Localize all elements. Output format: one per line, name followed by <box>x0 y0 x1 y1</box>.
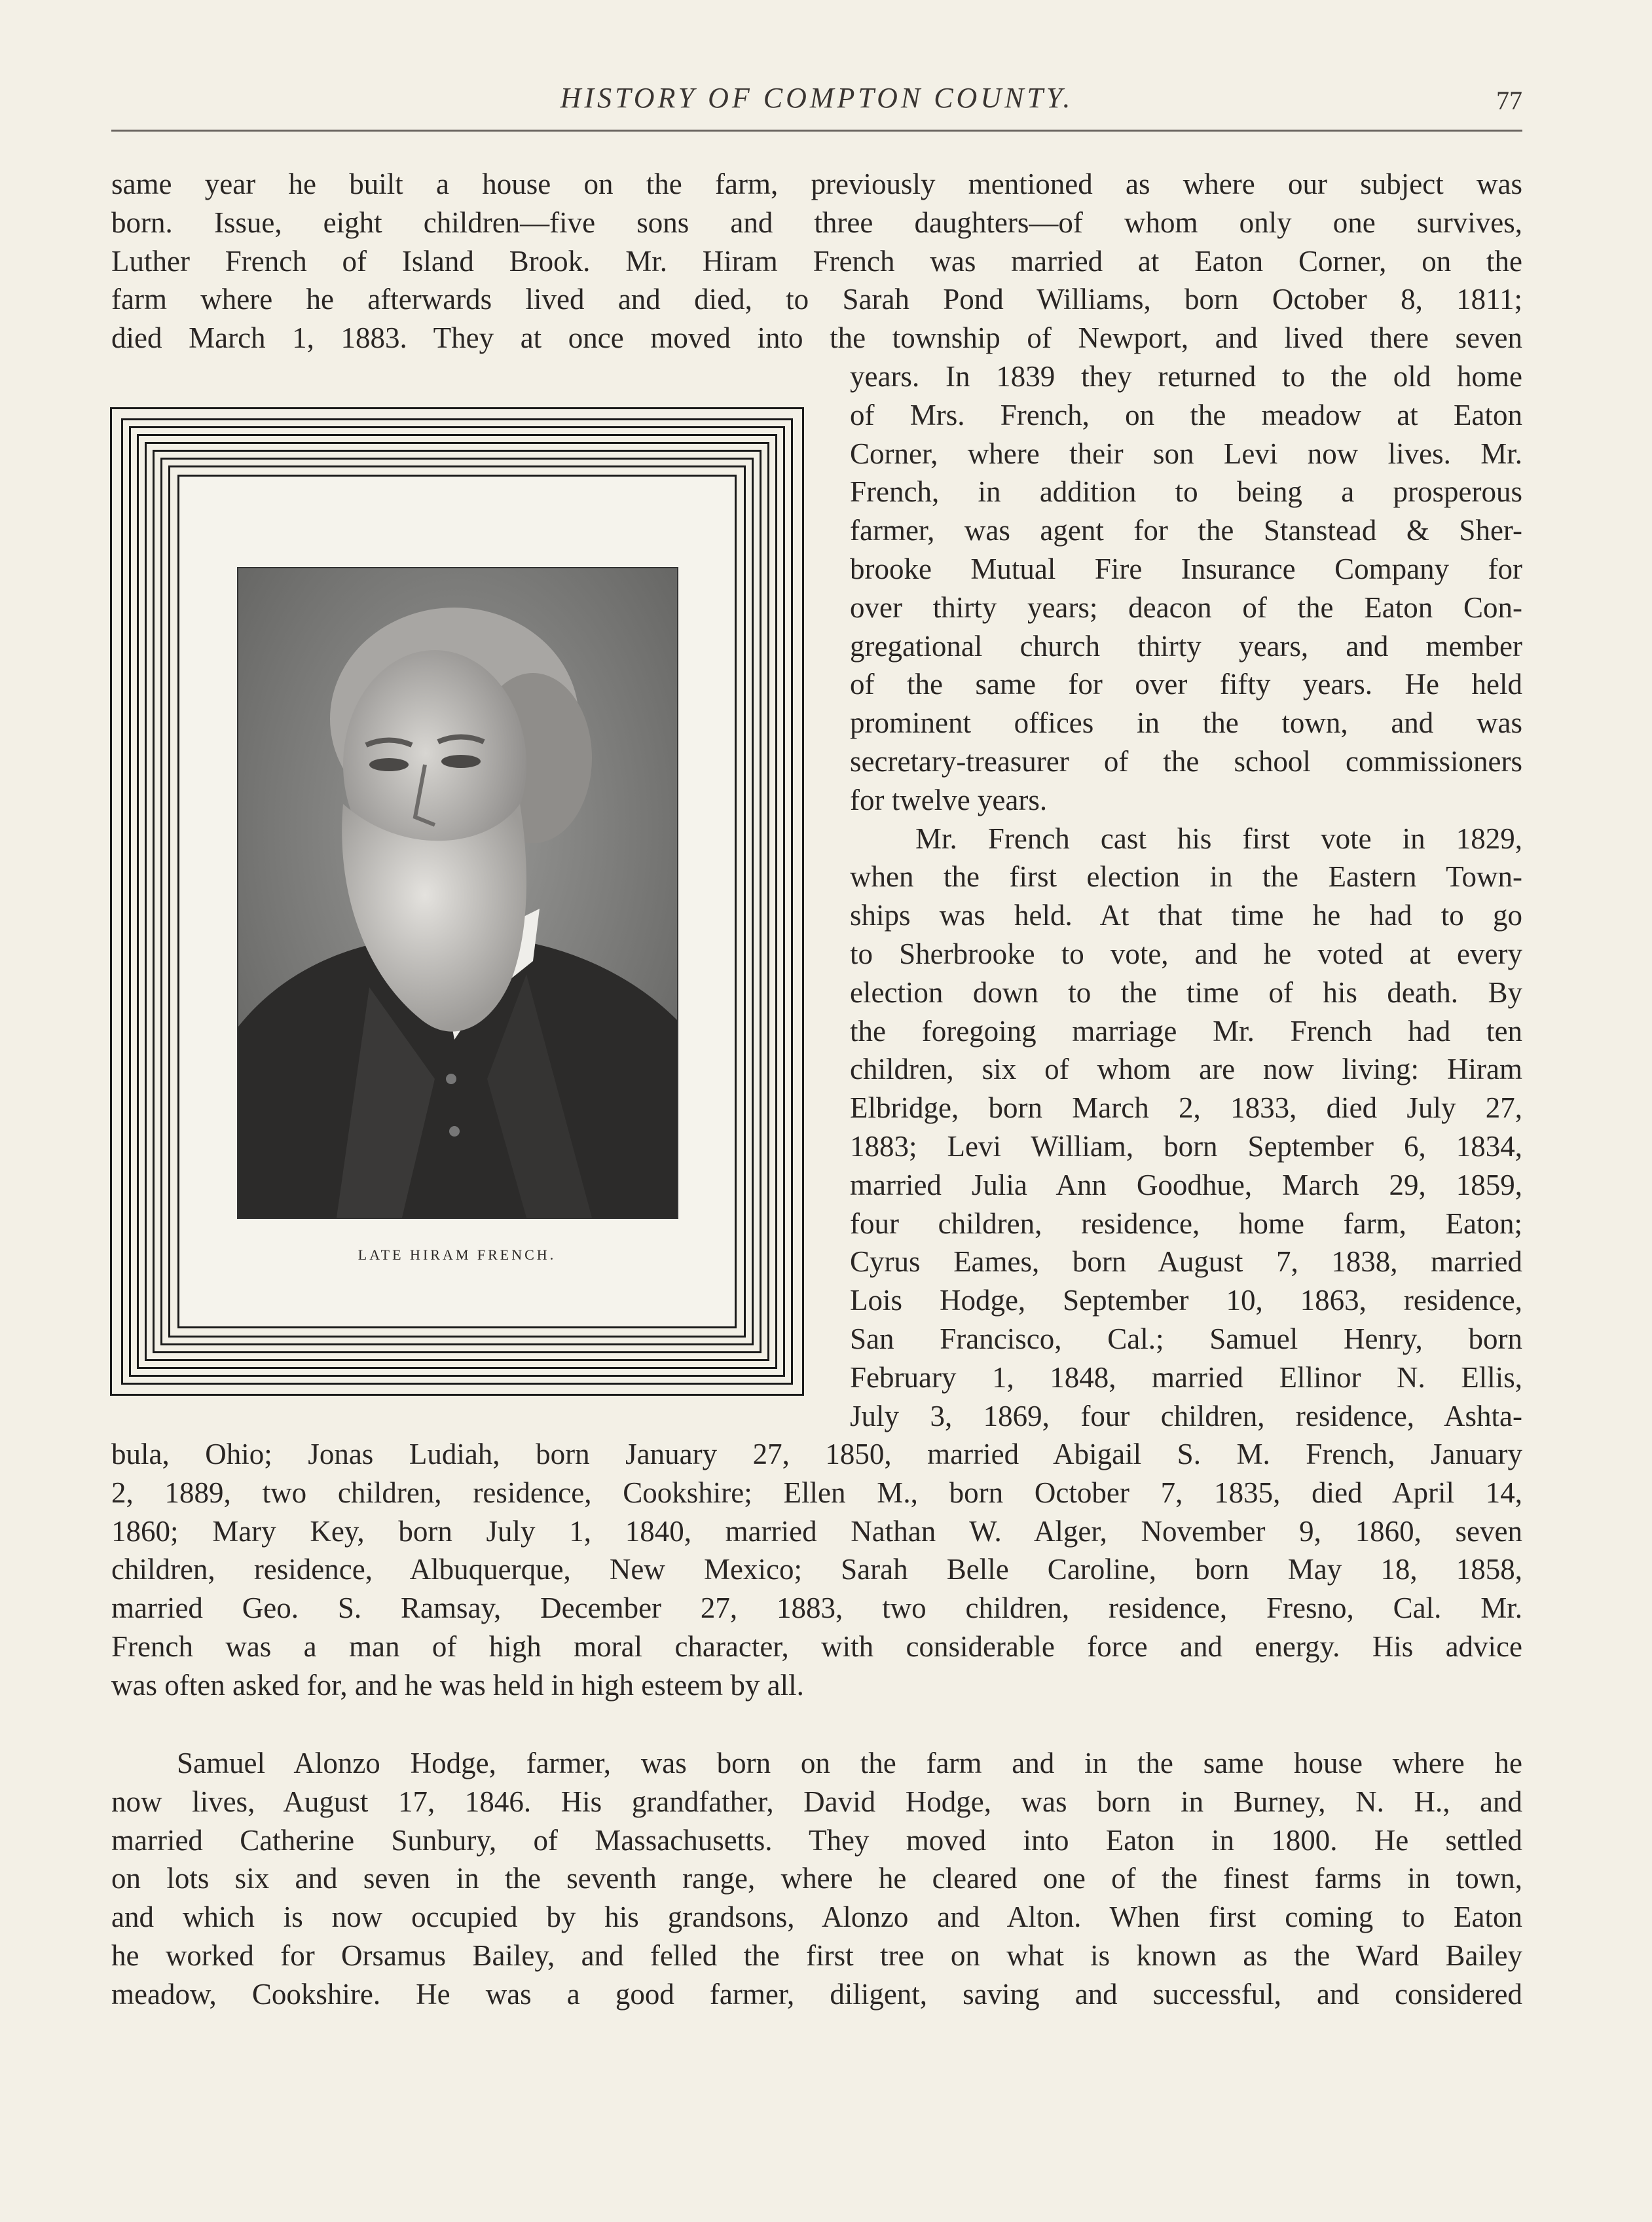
text-line: gregational church thirty years, and member <box>850 629 1522 663</box>
text-line: French was a man of high moral character, with considerable force and energy. His advice <box>111 1630 1522 1663</box>
text-line: on lots six and seven in the seventh range, where he cleared one of the finest farms in town, <box>111 1862 1522 1895</box>
text-line: Corner, where their son Levi now lives. Mr. <box>850 437 1522 470</box>
text-line: same year he built a house on the farm, previously mentioned as where our subject was <box>111 168 1522 200</box>
text-line: secretary-treasurer of the school commissioners <box>850 744 1522 778</box>
text-line: to Sherbrooke to vote, and he voted at every <box>850 937 1522 970</box>
text-line: meadow, Cookshire. He was a good farmer, diligent, saving and successful, and considered <box>111 1977 1522 2011</box>
text-line: married Julia Ann Goodhue, March 29, 1859, <box>850 1168 1522 1201</box>
text-line: for twelve years. <box>850 783 1048 816</box>
text-line: over thirty years; deacon of the Eaton Con- <box>850 591 1522 624</box>
right-column-paragraph <box>850 357 1522 1435</box>
text-line: the foregoing marriage Mr. French had ten <box>850 1014 1522 1047</box>
text-line: 1883; Levi William, born September 6, 1834, <box>850 1129 1522 1163</box>
hodge-paragraph <box>111 1744 1522 2014</box>
text-line: of Mrs. French, on the meadow at Eaton <box>850 398 1522 431</box>
continuation-paragraph <box>111 1435 1522 1705</box>
text-line: children, six of whom are now living: Hiram <box>850 1053 1522 1086</box>
text-line: when the first election in the Eastern Town- <box>850 860 1522 894</box>
text-line: San Francisco, Cal.; Samuel Henry, born <box>850 1322 1522 1355</box>
text-line: Luther French of Island Brook. Mr. Hiram French was married at Eaton Corner, on the <box>111 244 1522 278</box>
text-line: July 3, 1869, four children, residence, Ashta- <box>850 1399 1522 1432</box>
text-line: Mr. French cast his first vote in 1829, <box>915 822 1522 855</box>
page-number: 77 <box>1496 86 1522 115</box>
portrait-frame <box>110 407 804 1396</box>
text-line: election down to the time of his death. By <box>850 975 1522 1009</box>
text-line: February 1, 1848, married Ellinor N. Ellis, <box>850 1360 1522 1394</box>
text-line: Elbridge, born March 2, 1833, died July 27, <box>850 1091 1522 1125</box>
text-line: prominent offices in the town, and was <box>850 706 1522 740</box>
text-line: born. Issue, eight children—five sons and three daughters—of whom only one survives, <box>111 206 1522 239</box>
text-line: died March 1, 1883. They at once moved into the township of Newport, and lived there seven <box>111 321 1522 355</box>
text-line: children, residence, Albuquerque, New Mexico; Sarah Belle Caroline, born May 18, 1858, <box>111 1553 1522 1586</box>
text-line: Lois Hodge, September 10, 1863, residence, <box>850 1284 1522 1317</box>
text-line: four children, residence, home farm, Eaton; <box>850 1207 1522 1240</box>
text-line: he worked for Orsamus Bailey, and felled the first tree on what is known as the Ward Bailey <box>111 1939 1522 1972</box>
text-line: married Geo. S. Ramsay, December 27, 1883, two children, residence, Fresno, Cal. Mr. <box>111 1592 1522 1625</box>
running-title: HISTORY OF COMPTON COUNTY. <box>560 82 1074 114</box>
portrait-panel <box>177 475 737 1328</box>
text-line: of the same for over fifty years. He held <box>850 668 1522 701</box>
text-line: farm where he afterwards lived and died, to Sarah Pond Williams, born October 8, 1811; <box>111 283 1522 316</box>
text-line: now lives, August 17, 1846. His grandfather, David Hodge, was born in Burney, N. H., and <box>111 1785 1522 1818</box>
portrait-photo <box>237 567 678 1219</box>
text-line: bula, Ohio; Jonas Ludiah, born January 27, 1850, married Abigail S. M. French, January <box>111 1438 1522 1470</box>
text-line: and which is now occupied by his grandsons, Alonzo and Alton. When first coming to Eaton <box>111 1901 1522 1934</box>
text-line: brooke Mutual Fire Insurance Company for <box>850 552 1522 585</box>
top-paragraph <box>111 165 1522 357</box>
text-line: ships was held. At that time he had to go <box>850 899 1522 932</box>
text-line: farmer, was agent for the Stanstead & Sher- <box>850 514 1522 547</box>
text-line: 2, 1889, two children, residence, Cookshire; Ellen M., born October 7, 1835, died April 14, <box>111 1476 1522 1509</box>
text-line: Samuel Alonzo Hodge, farmer, was born on the farm and in the same house where he <box>177 1747 1522 1779</box>
text-line: 1860; Mary Key, born July 1, 1840, married Nathan W. Alger, November 9, 1860, seven <box>111 1514 1522 1548</box>
figure-caption: LATE HIRAM FRENCH. <box>358 1247 557 1263</box>
text-line: Cyrus Eames, born August 7, 1838, married <box>850 1245 1522 1279</box>
text-line: years. In 1839 they returned to the old home <box>850 360 1522 393</box>
running-header <box>111 77 1522 132</box>
text-line: was often asked for, and he was held in high esteem by all. <box>111 1668 804 1702</box>
text-line: French, in addition to being a prosperous <box>850 475 1522 509</box>
text-line: married Catherine Sunbury, of Massachusetts. They moved into Eaton in 1800. He settled <box>111 1823 1522 1857</box>
